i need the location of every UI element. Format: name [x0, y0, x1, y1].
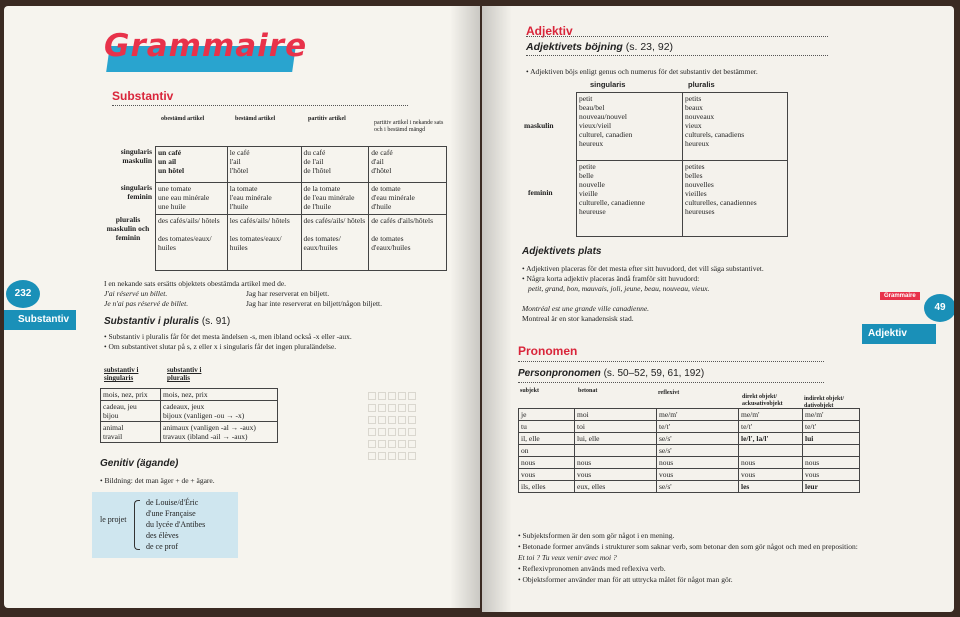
table-row	[519, 409, 860, 421]
position-bullet-2: • Några korta adjektiv placeras ändå framför sitt huvudord:	[522, 274, 700, 283]
table-row	[101, 389, 278, 401]
cell	[803, 445, 860, 457]
cell: ils, elles	[519, 481, 575, 493]
pron-header-subject: subjekt	[520, 388, 540, 394]
cell: vous	[657, 469, 739, 481]
table-row	[101, 422, 278, 443]
cell: nous	[657, 457, 739, 469]
cell: me/m'	[739, 409, 803, 421]
right-page	[482, 6, 954, 612]
cell: nous	[739, 457, 803, 469]
genitive-bullet-text: Bildning: det man äger + de + ägare.	[104, 476, 215, 485]
cell: mois, nez, prix	[101, 389, 161, 401]
cell: de tomate d'eau minérale d'huile	[369, 183, 447, 215]
right-gutter-shadow	[482, 6, 512, 612]
page-number: 49	[934, 302, 946, 313]
cell: de la tomate de l'eau minérale de l'huile	[301, 183, 369, 215]
table-row	[519, 445, 860, 457]
cell: leur	[803, 481, 860, 493]
table-row	[577, 161, 788, 237]
cell: nous	[575, 457, 657, 469]
note-item: • Objektsformer använder man för att uttrycka målet för något man gör.	[518, 575, 733, 584]
cell: mois, nez, prix	[161, 389, 278, 401]
note-text: Subjektsformen är den som gör något i en mening.	[522, 531, 675, 540]
row-label-sing-fem: singularis feminin	[120, 183, 152, 201]
example-fr-2: Je n'ai pas réservé de billet.	[104, 299, 189, 308]
cell: de cafés d'ails/hôtels de tomates d'eaux/huiles	[369, 215, 447, 271]
cell: de café d'ail d'hôtel	[369, 147, 447, 183]
cell: une tomate une eau minérale une huile	[156, 183, 228, 215]
cell: cadeaux, jeux bijoux (vanligen -ou → -x)	[161, 401, 278, 422]
cell: il, elle	[519, 433, 575, 445]
faded-exercise-grid	[368, 390, 448, 462]
note-item: • Reflexivpronomen används med reflexiva verb.	[518, 564, 666, 573]
cell: vous	[739, 469, 803, 481]
plural-heading	[104, 316, 230, 327]
adj-label-masc: maskulin	[524, 121, 554, 130]
negation-note: I en nekande sats ersätts objektets obestämda artikel med de.	[104, 279, 287, 288]
genitive-bullet: • Bildning: det man äger + de + ägare.	[100, 476, 215, 485]
cell: le café l'ail l'hôtel	[227, 147, 301, 183]
cell: petit beau/bel nouveau/nouvel vieux/vieil culturel, canadien heureux	[577, 93, 683, 161]
position-bullet-1: • Adjektiven placeras för det mesta efter sitt huvudord, det vill säga substantivet.	[522, 264, 764, 273]
cell: le/l', la/l'	[739, 433, 803, 445]
article-header-partitive: partitiv artikel	[308, 116, 346, 122]
pron-header-indirect: indirekt objekt/ dativobjekt	[804, 396, 845, 409]
side-tab-adjektiv: Adjektiv	[862, 324, 936, 344]
genitive-heading: Genitiv (ägande)	[100, 458, 179, 469]
row-label-sing-masc: singularis maskulin	[120, 147, 152, 165]
inflection-heading	[526, 41, 673, 53]
cell: des cafés/ails/ hôtels des tomates/eaux/ huiles	[156, 215, 228, 271]
pron-header-direct: direkt objekt/ ackusativobjekt	[742, 394, 783, 407]
table-row	[156, 183, 447, 215]
cell: te/t'	[803, 421, 860, 433]
inflection-divider	[526, 36, 828, 37]
cell: je	[519, 409, 575, 421]
row-label-plural: pluralis maskulin och feminin	[106, 215, 150, 242]
side-tab-substantiv: Substantiv	[4, 310, 76, 330]
cell: cadeau, jeu bijou	[101, 401, 161, 422]
grammaire-logo: Grammaire	[104, 28, 308, 64]
substantiv-divider	[112, 105, 408, 106]
mini-grammaire-tab: Grammaire	[880, 292, 920, 300]
list-item: de ce prof	[146, 542, 178, 551]
adj-header-plural: pluralis	[688, 80, 715, 89]
substantiv-heading: Substantiv	[112, 89, 174, 103]
cell: se/s'	[657, 445, 739, 457]
plural-title: Substantiv i pluralis	[104, 316, 200, 327]
cell: petite belle nouvelle vieille culturelle, canadienne heureuse	[577, 161, 683, 237]
adj-label-fem: feminin	[528, 188, 553, 197]
genitive-head: le projet	[100, 515, 127, 524]
cell: du café de l'ail de l'hôtel	[301, 147, 369, 183]
adj-header-singular: singularis	[590, 80, 626, 89]
cell: des cafés/ails/ hôtels des tomates/ eaux/huiles	[301, 215, 369, 271]
pron-header-reflexive: reflexivt	[658, 390, 680, 396]
adjective-table	[576, 92, 788, 237]
pronomen-heading: Pronomen	[518, 344, 578, 358]
note-text: Betonade former används i strukturer som saknar verb, som betonar den som gör något och med en preposition:	[522, 542, 858, 551]
table-row	[519, 457, 860, 469]
cell: vous	[803, 469, 860, 481]
inflection-bullet: • Adjektiven böjs enligt genus och numerus för det substantiv det bestämmer.	[526, 67, 758, 76]
position-bullet-text: Några korta adjektiv placeras ändå framför sitt huvudord:	[526, 274, 700, 283]
list-item: du lycée d'Antibes	[146, 520, 206, 529]
inflection-bullet-text: Adjektiven böjs enligt genus och numerus för det substantiv det bestämmer.	[530, 67, 758, 76]
inflection-divider-2	[526, 55, 828, 56]
cell: on	[519, 445, 575, 457]
cell: me/m'	[657, 409, 739, 421]
cell: se/s'	[657, 433, 739, 445]
cell: un café un ail un hôtel	[156, 147, 228, 183]
pronomen-divider	[518, 361, 824, 362]
cell: petites belles nouvelles vieilles culturelles, canadiennes heureuses	[683, 161, 788, 237]
table-row	[101, 401, 278, 422]
cell: vous	[575, 469, 657, 481]
example-sv: Montreal är en stor kanadensisk stad.	[522, 314, 634, 323]
table-row	[519, 469, 860, 481]
plural-bullet-1: • Substantiv i pluralis får för det mesta ändelsen -s, men ibland också -x eller -aux.	[104, 332, 352, 341]
plural-table	[100, 388, 278, 443]
pron-header-stressed: betonat	[578, 388, 598, 394]
cell: animaux (vanligen -al → -aux) travaux (ibland -ail → -aux)	[161, 422, 278, 443]
table-row	[156, 215, 447, 271]
cell: lui, elle	[575, 433, 657, 445]
cell	[575, 445, 657, 457]
cell: lui	[803, 433, 860, 445]
page-number-badge	[924, 294, 954, 322]
cell: toi	[575, 421, 657, 433]
personal-heading	[518, 368, 704, 379]
pronoun-table	[518, 408, 860, 493]
note-item: • Subjektsformen är den som gör något i en mening.	[518, 531, 675, 540]
plural-ref: (s. 91)	[201, 316, 231, 327]
cell: tu	[519, 421, 575, 433]
cell: les	[739, 481, 803, 493]
example-sv-1: Jag har reserverat en biljett.	[246, 289, 330, 298]
genitive-box	[92, 492, 238, 558]
cell: eux, elles	[575, 481, 657, 493]
cell: se/s'	[657, 481, 739, 493]
personal-title: Personpronomen	[518, 368, 601, 379]
cell: la tomate l'eau minérale l'huile	[227, 183, 301, 215]
personal-divider	[518, 382, 824, 383]
list-item: d'une Française	[146, 509, 196, 518]
cell: vous	[519, 469, 575, 481]
plural-header-plural: substantiv i pluralis	[167, 366, 202, 383]
cell: animal travail	[101, 422, 161, 443]
table-row	[519, 421, 860, 433]
article-header-partitive-negative: partitiv artikel i nekande sats och i bestämd mängd	[374, 120, 444, 133]
cell	[739, 445, 803, 457]
article-header-indefinite: obestämd artikel	[161, 116, 205, 122]
plural-bullet-text: Om substantivet slutar på s, z eller x i singularis får det ingen pluraländelse.	[108, 342, 337, 351]
example-fr-1: J'ai réservé un billet.	[104, 289, 168, 298]
page-number-badge	[6, 280, 40, 308]
note-example: Et toi ? Tu veux venir avec moi ?	[518, 553, 617, 562]
list-item: des élèves	[146, 531, 179, 540]
genitive-list	[146, 497, 205, 552]
plural-bullet-text: Substantiv i pluralis får för det mesta ändelsen -s, men ibland också -x eller -aux.	[108, 332, 352, 341]
note-text: Objektsformer använder man för att uttrycka målet för något man gör.	[522, 575, 733, 584]
table-row	[156, 147, 447, 183]
cell: nous	[519, 457, 575, 469]
cell: moi	[575, 409, 657, 421]
example-fr: Montréal est une grande ville canadienne.	[522, 304, 650, 313]
cell: les cafés/ails/ hôtels les tomates/eaux/ huiles	[227, 215, 301, 271]
table-row	[519, 481, 860, 493]
cell: te/t'	[739, 421, 803, 433]
example-sv-2: Jag har inte reserverat en biljett/någon biljett.	[246, 299, 382, 308]
cell: te/t'	[657, 421, 739, 433]
note-item: • Betonade former används i strukturer som saknar verb, som betonar den som gör något och med en preposition: Et toi ? Tu veux venir avec moi ?	[518, 542, 858, 562]
list-item: de Louise/d'Éric	[146, 498, 199, 507]
position-heading: Adjektivets plats	[522, 246, 602, 257]
table-row	[577, 93, 788, 161]
left-gutter-shadow	[450, 6, 480, 608]
inflection-ref: (s. 23, 92)	[625, 41, 674, 53]
adjektiv-heading: Adjektiv	[526, 24, 573, 38]
plural-bullet-2: • Om substantivet slutar på s, z eller x i singularis får det ingen pluraländelse.	[104, 342, 337, 351]
cell: nous	[803, 457, 860, 469]
genitive-brace	[134, 500, 140, 550]
left-page	[4, 6, 480, 608]
position-bullet-text: Adjektiven placeras för det mesta efter sitt huvudord, det vill säga substantivet.	[526, 264, 764, 273]
article-header-definite: bestämd artikel	[235, 116, 276, 122]
inflection-title: Adjektivets böjning	[526, 41, 623, 53]
note-text: Reflexivpronomen används med reflexiva verb.	[522, 564, 666, 573]
pronoun-notes	[518, 530, 858, 585]
cell: me/m'	[803, 409, 860, 421]
page-number: 232	[14, 288, 32, 299]
personal-ref: (s. 50–52, 59, 61, 192)	[603, 368, 705, 379]
short-adjectives: petit, grand, bon, mauvais, joli, jeune, beau, nouveau, vieux.	[528, 284, 710, 293]
cell: petits beaux nouveaux vieux culturels, canadiens heureux	[683, 93, 788, 161]
table-row	[519, 433, 860, 445]
article-table	[155, 146, 447, 271]
plural-header-singular: substantiv i singularis	[104, 366, 139, 383]
